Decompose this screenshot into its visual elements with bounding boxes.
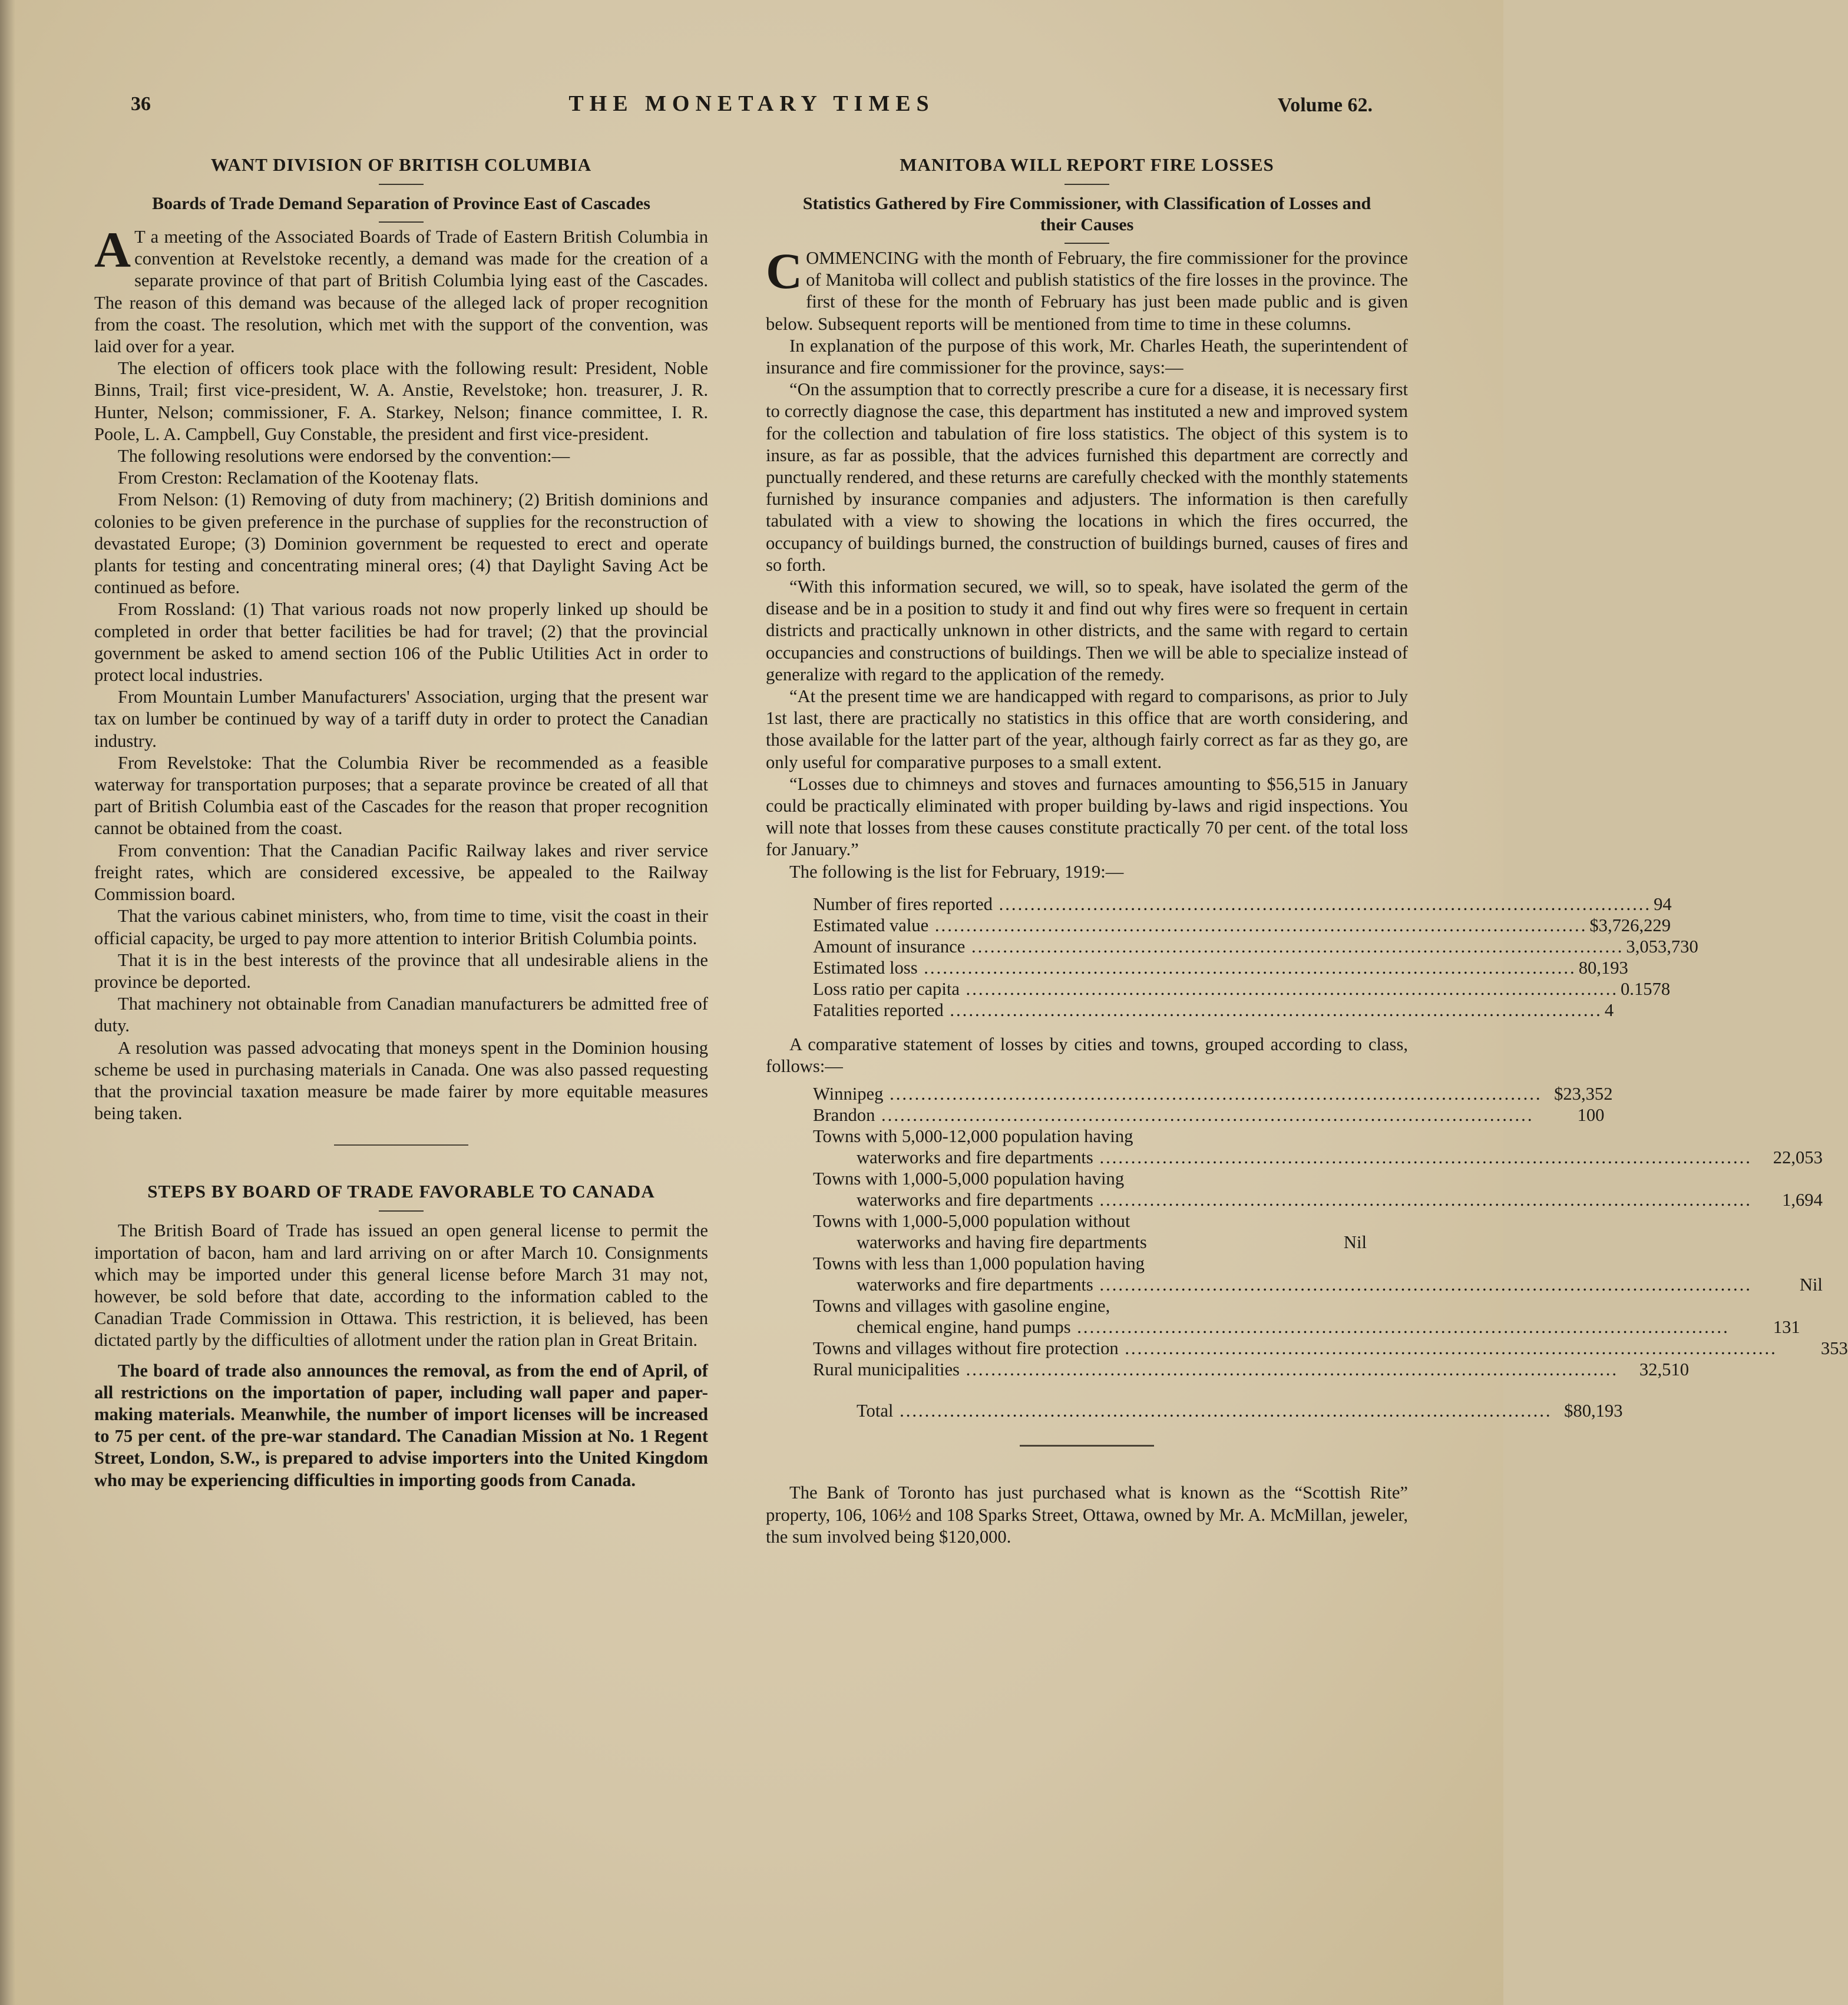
paragraph: From Revelstoke: That the Columbia River be recommended as a feasible waterway for transportation purposes; that a separate province be created of all that part of British Columbia east of the Cascades for the reason that proper recognition cannot be obtained from the coast. xyxy=(94,752,708,839)
city-row: Towns with 5,000-12,000 population having waterworks and fire departments ..... 22,053 xyxy=(813,1126,1367,1168)
page-number: 36 xyxy=(131,93,151,115)
total-row: Total ..... $80,193 xyxy=(813,1400,1367,1421)
divider xyxy=(379,1210,424,1212)
paragraph: “Losses due to chimneys and stoves and furnaces amounting to $56,515 in January could be practically eliminated with proper building by-laws and rigid inspections. You will note that losses from these causes constitute practically 70 per cent. of the total loss for January.” xyxy=(766,773,1408,860)
divider xyxy=(379,221,424,223)
divider xyxy=(379,184,424,185)
drop-cap: C xyxy=(766,243,803,299)
publication-title: THE MONETARY TIMES xyxy=(568,91,935,116)
article-body xyxy=(94,221,708,1124)
article-body xyxy=(766,1482,1408,1548)
article-headline: WANT DIVISION OF BRITISH COLUMBIA xyxy=(210,154,592,175)
paragraph: From convention: That the Canadian Pacific Railway lakes and river service freight rates, which are considered excessive, be appealed to the Railway Commission board. xyxy=(94,840,708,905)
stat-row: Amount of insurance ..... 3,053,730 xyxy=(813,936,1361,957)
paragraph: The following is the list for February, 1919:— xyxy=(789,861,1124,882)
paragraph: The election of officers took place with the following result: President, Noble Binns, Trail; first vice-president, W. A. Anstie, Revelstoke; hon. treasurer, J. R. Hunter, Nelson; commissioner, F. A. Starkey, Nelson; finance committee, I. R. Poole, L. A. Campbell, Guy Constable, the president and first vice-president. xyxy=(94,358,708,444)
city-row: Towns with 1,000-5,000 population without waterworks and having fire departments Nil xyxy=(813,1211,1367,1253)
paragraph: From Mountain Lumber Manufacturers' Association, urging that the present war tax on lumber be continued by way of a tariff duty in order to protect the Canadian industry. xyxy=(94,687,708,751)
drop-cap: A xyxy=(94,221,131,278)
left-column xyxy=(94,148,708,1491)
divider xyxy=(1064,184,1109,185)
paragraph: In explanation of the purpose of this work, Mr. Charles Heath, the superintendent of insurance and fire commissioner for the province, says:— xyxy=(766,335,1408,378)
news-note: The Bank of Toronto has just purchased what is known as the “Scottish Rite” property, 106, 106½ and 108 Sparks Street, Ottawa, owned by Mr. A. McMillan, jeweler, the sum involved being $120,000. xyxy=(766,1483,1408,1547)
paragraph: A resolution was passed advocating that moneys spent in the Dominion housing scheme be used in purchasing materials in Canada. One was also passed requesting that the provincial taxation measure be made fairer by more equitable measures being taken. xyxy=(94,1037,708,1124)
city-row: Towns and villages with gasoline engine, chemical engine, hand pumps ..... 131 xyxy=(813,1295,1367,1338)
section-separator xyxy=(334,1144,468,1146)
paragraph: That it is in the best interests of the province that all undesirable aliens in the province be deported. xyxy=(94,949,708,992)
divider xyxy=(1064,243,1109,244)
paragraph: A T a meeting of the Associated Boards of Trade of Eastern British Columbia in convention at Revelstoke recently, a demand was made for the creation of a separate province of that part of British Columbia lying east of the Cascades. The reason of this demand was because of the alleged lack of proper recognition from the coast. The resolution, which met with the support of the convention, was laid over for a year. xyxy=(94,221,708,357)
article-body xyxy=(94,1220,708,1491)
stat-row: Number of fires reported ..... 94 xyxy=(813,894,1361,915)
paragraph: From Creston: Reclamation of the Kootenay flats. xyxy=(118,468,479,488)
stat-row: Loss ratio per capita ..... 0.1578 xyxy=(813,978,1361,1000)
paragraph: The board of trade also announces the removal, as from the end of April, of all restrictions on the importation of paper, including wall paper and paper-making materials. Meanwhile, the number of import licenses will be increased to 75 per cent. of the pre-war standard. The Canadian Mission at No. 1 Regent Street, London, S.W., is prepared to advise importers into the United Kingdom who may be experiencing difficulties in importing goods from Canada. xyxy=(94,1360,708,1490)
paragraph: The British Board of Trade has issued an open general license to permit the importation of bacon, ham and lard arriving on or after March 10. Consignments which may be imported under this general license before March 31 may not, however, be sold before that date, according to the information cabled to the Canadian Trade Commission in Ottawa. This restriction, it is believed, has been dictated partly by the difficulties of allotment under the ration plan in Great Britain. xyxy=(94,1220,708,1351)
volume-label: Volume 62. xyxy=(1277,94,1373,116)
paragraph: “At the present time we are handicapped with regard to comparisons, as prior to July 1st last, there are practically no statistics in this office that are worth considering, and those available for the latter part of the year, although fairly correct as far as they go, are only useful for comparative purposes to a small extent. xyxy=(766,686,1408,772)
article-subhead: Boards of Trade Demand Separation of Province East of Cascades xyxy=(152,194,650,213)
paragraph: From Rossland: (1) That various roads not now properly linked up should be completed in order that better facilities be had for travel; (2) that the provincial government be asked to amend section 106 of the Public Utilities Act in order to protect local industries. xyxy=(94,599,708,686)
city-row: Towns with 1,000-5,000 population having waterworks and fire departments ..... 1,694 xyxy=(813,1168,1367,1210)
city-row: Rural municipalities ..... 32,510 xyxy=(813,1359,1367,1380)
paragraph: From Nelson: (1) Removing of duty from machinery; (2) British dominions and colonies to be given preference in the purchase of supplies for the reconstruction of devastated Europe; (3) Dominion government be requested to erect and operate plants for testing and concentrating mineral ores; (4) that Daylight Saving Act be continued as before. xyxy=(94,489,708,598)
paragraph: That the various cabinet ministers, who, from time to time, visit the coast in their official capacity, be urged to pay more attention to interior British Columbia points. xyxy=(94,906,708,948)
losses-by-city-list xyxy=(813,1083,1848,1421)
article-subhead: Statistics Gathered by Fire Commissioner, with Classification of Losses and their Causes xyxy=(802,194,1371,234)
paragraph: “On the assumption that to correctly prescribe a cure for a disease, it is necessary first to correctly diagnose the case, this department has instituted a new and improved system for the collection and tabulation of fire loss statistics. The object of this system is to insure, as far as possible, that the advices furnished this department are correctly and punctually rendered, and these returns are carefully checked with the monthly statements furnished by insurance companies and adjusters. The information is then carefully tabulated with a view to showing the locations in which the fires occurred, the occupancy of buildings burned, the construction of buildings burned, causes of fires and so forth. xyxy=(766,379,1409,575)
paragraph: That machinery not obtainable from Canadian manufacturers be admitted free of duty. xyxy=(94,994,708,1036)
stat-row: Estimated loss ..... 80,193 xyxy=(813,957,1361,978)
city-row: Towns with less than 1,000 population having waterworks and fire departments ..... Nil xyxy=(813,1253,1367,1295)
section-separator xyxy=(1020,1445,1154,1447)
city-row: Brandon ..... 100 xyxy=(813,1104,1367,1126)
right-column xyxy=(766,148,1848,1548)
article-body xyxy=(766,1034,1408,1077)
paragraph: COMMENCING with the month of February, the fire commissioner for the province of Manitoba will collect and publish statistics of the fire losses in the province. The first of these for the month of February has just been made public and is given below. Subsequent reports will be mentioned from time to time in these columns. xyxy=(766,243,1408,334)
article-headline: STEPS BY BOARD OF TRADE FAVORABLE TO CANADA xyxy=(147,1181,655,1202)
stat-row: Fatalities reported ..... 4 xyxy=(813,1000,1361,1021)
paragraph: “With this information secured, we will, so to speak, have isolated the germ of the disease and be in a position to study it and find out why fires were so frequent in certain districts and practically unknown in other districts, and the same with regard to certain occupancies and constructions of buildings. Then we will be able to specialize instead of generalize with regard to the application of the remedy. xyxy=(766,577,1408,684)
fire-statistics-list xyxy=(813,894,1698,1021)
city-row: Winnipeg ..... $23,352 xyxy=(813,1083,1367,1104)
article-body xyxy=(766,243,1409,883)
city-row: Towns and villages without fire protection ..... 353 xyxy=(813,1338,1367,1359)
article-headline: MANITOBA WILL REPORT FIRE LOSSES xyxy=(900,154,1274,175)
page-spine-shadow xyxy=(0,0,15,2005)
stat-row: Estimated value ..... $3,726,229 xyxy=(813,915,1361,936)
paragraph: The following resolutions were endorsed by the convention:— xyxy=(118,446,570,466)
paragraph: A comparative statement of losses by cities and towns, grouped according to class, follows:— xyxy=(766,1034,1408,1077)
